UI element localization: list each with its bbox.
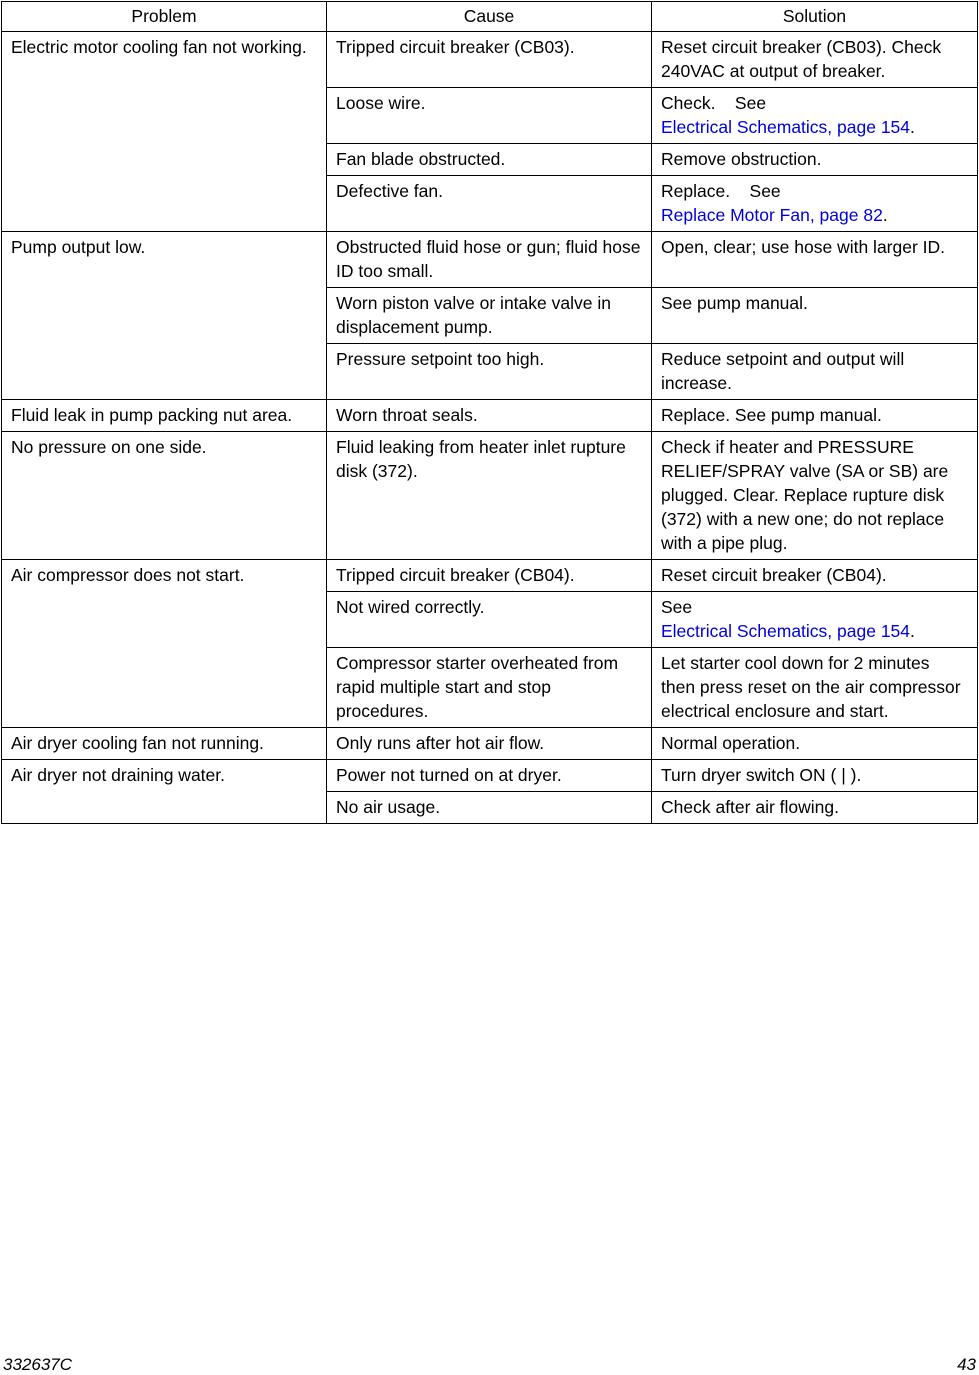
electrical-schematics-link[interactable]: Electrical Schematics, page 154	[661, 117, 911, 137]
problem-cell: Pump output low.	[2, 232, 327, 400]
solution-text: Check. See	[661, 93, 767, 113]
solution-cell: See pump manual.	[652, 288, 978, 344]
solution-cell	[652, 88, 978, 144]
header-problem: Problem	[2, 2, 327, 32]
table-row	[2, 560, 978, 592]
cause-cell: Loose wire.	[327, 88, 652, 144]
solution-cell: Reset circuit breaker (CB03). Check 240VAC at output of breaker.	[652, 32, 978, 88]
solution-cell	[652, 592, 978, 648]
cause-cell: Compressor starter overheated from rapid multiple start and stop procedures.	[327, 648, 652, 728]
cause-cell: Pressure setpoint too high.	[327, 344, 652, 400]
table-row	[2, 232, 978, 288]
solution-cell	[652, 176, 978, 232]
electrical-schematics-link[interactable]: Electrical Schematics, page 154	[661, 621, 911, 641]
solution-cell: Reset circuit breaker (CB04).	[652, 560, 978, 592]
table-row	[2, 400, 978, 432]
solution-cell: Check after air flowing.	[652, 792, 978, 824]
solution-text: Replace. See	[661, 181, 781, 201]
cause-cell: Fluid leaking from heater inlet rupture disk (372).	[327, 432, 652, 560]
problem-cell: Air dryer cooling fan not running.	[2, 728, 327, 760]
problem-cell: No pressure on one side.	[2, 432, 327, 560]
solution-punct: .	[910, 621, 915, 641]
solution-text: See	[661, 597, 693, 617]
cause-cell: Obstructed fluid hose or gun; fluid hose ID too small.	[327, 232, 652, 288]
cause-cell: Not wired correctly.	[327, 592, 652, 648]
document-number: 332637C	[3, 1355, 73, 1374]
solution-cell: Normal operation.	[652, 728, 978, 760]
cause-cell: Worn throat seals.	[327, 400, 652, 432]
solution-cell: Reduce setpoint and output will increase.	[652, 344, 978, 400]
problem-cell: Electric motor cooling fan not working.	[2, 32, 327, 232]
problem-cell: Air compressor does not start.	[2, 560, 327, 728]
cause-cell: Worn piston valve or intake valve in displacement pump.	[327, 288, 652, 344]
header-solution: Solution	[652, 2, 978, 32]
cause-cell: Tripped circuit breaker (CB04).	[327, 560, 652, 592]
table-row	[2, 432, 978, 560]
table-row	[2, 32, 978, 88]
cause-cell: No air usage.	[327, 792, 652, 824]
cause-cell: Power not turned on at dryer.	[327, 760, 652, 792]
troubleshooting-table	[1, 1, 978, 824]
solution-cell: Remove obstruction.	[652, 144, 978, 176]
header-row	[2, 2, 978, 32]
header-cause: Cause	[327, 2, 652, 32]
table-row	[2, 728, 978, 760]
solution-punct: .	[910, 117, 915, 137]
cause-cell: Only runs after hot air flow.	[327, 728, 652, 760]
cause-cell: Fan blade obstructed.	[327, 144, 652, 176]
table-row	[2, 760, 978, 792]
solution-punct: .	[882, 205, 888, 225]
solution-cell: Turn dryer switch ON ( | ).	[652, 760, 978, 792]
solution-cell: Let starter cool down for 2 minutes then press reset on the air compressor electrical enclosure and start.	[652, 648, 978, 728]
solution-cell: Replace. See pump manual.	[652, 400, 978, 432]
solution-cell: Check if heater and PRESSURE RELIEF/SPRAY valve (SA or SB) are plugged. Clear. Replace rupture disk (372) with a new one; do not replace with a pipe plug.	[652, 432, 978, 560]
cause-cell: Defective fan.	[327, 176, 652, 232]
problem-cell: Air dryer not draining water.	[2, 760, 327, 824]
page-number: 43	[957, 1355, 976, 1374]
cause-cell: Tripped circuit breaker (CB03).	[327, 32, 652, 88]
problem-cell: Fluid leak in pump packing nut area.	[2, 400, 327, 432]
solution-cell: Open, clear; use hose with larger ID.	[652, 232, 978, 288]
replace-motor-fan-link[interactable]: Replace Motor Fan, page 82	[661, 205, 883, 225]
